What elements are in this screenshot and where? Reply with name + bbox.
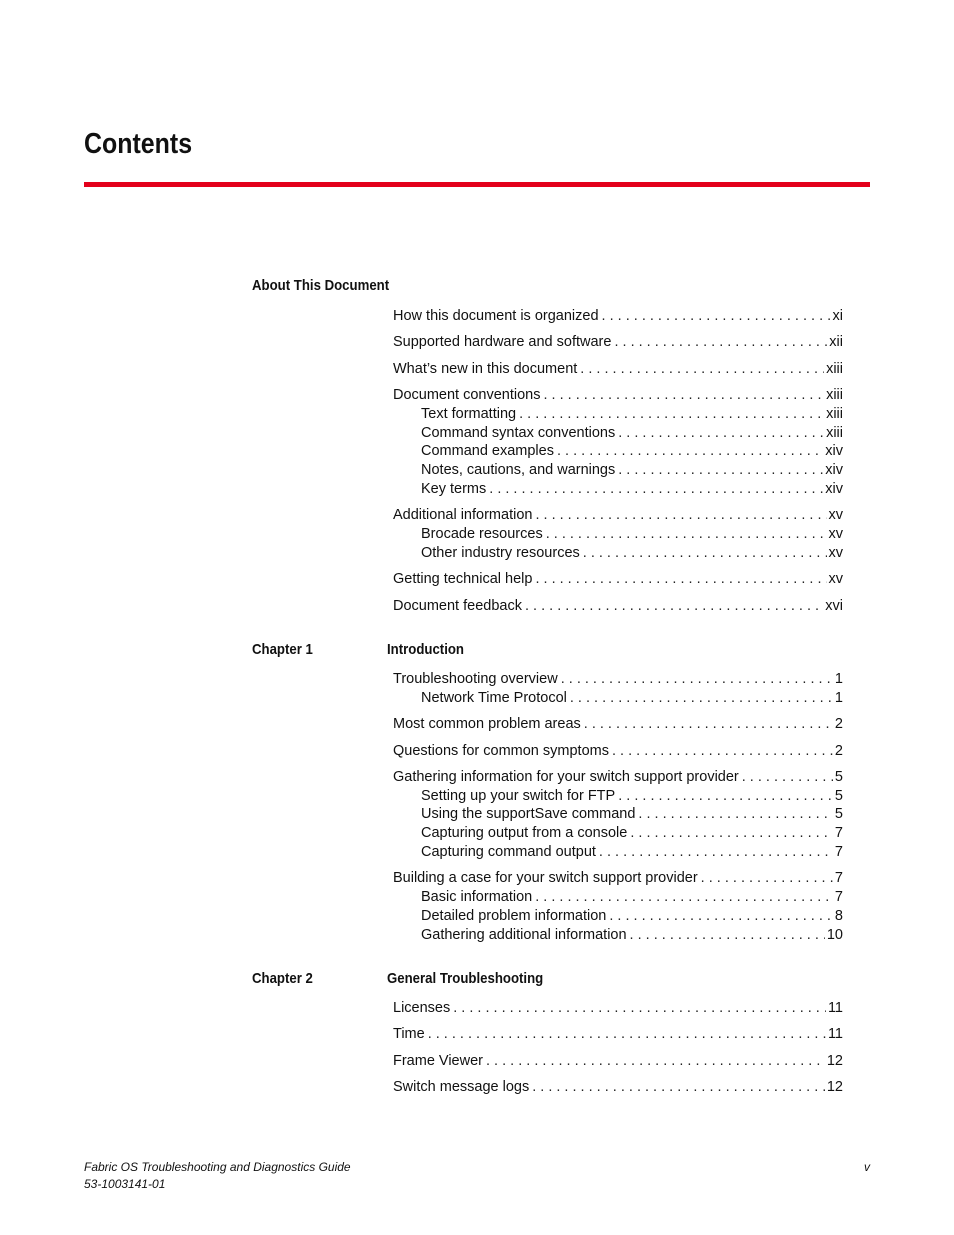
toc-entry[interactable] <box>421 425 843 441</box>
toc-entry-title: Notes, cautions, and warnings <box>421 462 616 478</box>
toc-entry-page: xiii <box>826 425 843 441</box>
section-heading: Introduction <box>387 641 464 658</box>
toc-entry[interactable] <box>421 462 843 478</box>
toc-entry-page: xv <box>828 571 843 587</box>
toc-entry-title: Text formatting <box>421 406 517 422</box>
toc-dot-leader <box>535 507 826 523</box>
toc-entry-title: Setting up your switch for FTP <box>421 788 616 804</box>
toc-dot-leader <box>428 1026 826 1042</box>
footer-guide-title: Fabric OS Troubleshooting and Diagnostics Guide <box>84 1160 351 1174</box>
toc-dot-leader <box>535 889 833 905</box>
toc-dot-leader <box>701 870 833 886</box>
toc-entry[interactable] <box>393 1079 843 1095</box>
toc-dot-leader <box>583 545 827 561</box>
toc-entry[interactable] <box>393 387 843 403</box>
toc-entry[interactable] <box>421 545 843 561</box>
toc-entry-title: What’s new in this document <box>393 361 578 377</box>
toc-dot-leader <box>612 743 833 759</box>
toc-entry[interactable] <box>421 806 843 822</box>
toc-dot-leader <box>609 908 833 924</box>
toc-entry-title: Additional information <box>393 507 533 523</box>
toc-entry-title: Switch message logs <box>393 1079 530 1095</box>
toc-entry-page: 1 <box>834 690 843 706</box>
footer-doc-number: 53-1003141-01 <box>84 1177 166 1191</box>
toc-entry-page: 8 <box>834 908 843 924</box>
toc-entry[interactable] <box>393 334 843 350</box>
toc-dot-leader <box>638 806 833 822</box>
toc-entry-title: Network Time Protocol <box>421 690 567 706</box>
toc-entry-page: xiv <box>825 481 843 497</box>
toc-dot-leader <box>599 844 833 860</box>
toc-entry-page: 10 <box>826 927 843 943</box>
toc-dot-leader <box>525 598 823 614</box>
toc-entry-page: xv <box>828 526 843 542</box>
toc-entry[interactable] <box>393 769 843 785</box>
toc-entry-title: Command syntax conventions <box>421 425 616 441</box>
toc-entry[interactable] <box>421 844 843 860</box>
toc-entry[interactable] <box>421 908 843 924</box>
page-title: Contents <box>84 128 193 160</box>
toc-entry[interactable] <box>393 571 843 587</box>
toc-entry[interactable] <box>421 443 843 459</box>
toc-entry-title: Gathering information for your switch support provider <box>393 769 739 785</box>
toc-entry-page: 7 <box>834 870 843 886</box>
toc-entry-page: 12 <box>826 1053 843 1069</box>
toc-entry[interactable] <box>393 743 843 759</box>
toc-entry-page: xii <box>829 334 843 350</box>
toc-entry-title: Document conventions <box>393 387 541 403</box>
toc-entry[interactable] <box>393 1026 843 1042</box>
toc-entry[interactable] <box>393 1000 843 1016</box>
toc-dot-leader <box>618 788 833 804</box>
chapter-label: Chapter 2 <box>252 970 313 987</box>
toc-entry[interactable] <box>393 598 843 614</box>
toc-dot-leader <box>532 1079 825 1095</box>
toc-entry-title: Detailed problem information <box>421 908 607 924</box>
toc-entry-page: xiii <box>826 387 843 403</box>
toc-dot-leader <box>584 716 833 732</box>
toc-entry-page: 5 <box>834 769 843 785</box>
toc-entry-title: Licenses <box>393 1000 451 1016</box>
footer-page-number: v <box>864 1160 870 1174</box>
toc-entry-page: xiii <box>826 406 843 422</box>
toc-entry-title: Capturing command output <box>421 844 596 860</box>
toc-entry-title: Document feedback <box>393 598 522 614</box>
toc-entry-page: 2 <box>834 743 843 759</box>
toc-entry-page: 5 <box>834 806 843 822</box>
toc-entry-title: Getting technical help <box>393 571 533 587</box>
toc-dot-leader <box>742 769 833 785</box>
toc-entry-page: xv <box>828 507 843 523</box>
toc-dot-leader <box>602 308 831 324</box>
toc-entry-page: xiv <box>825 443 843 459</box>
toc-entry[interactable] <box>421 406 843 422</box>
toc-entry[interactable] <box>393 507 843 523</box>
toc-dot-leader <box>618 425 824 441</box>
toc-entry[interactable] <box>421 481 843 497</box>
toc-dot-leader <box>557 443 823 459</box>
toc-entry[interactable] <box>421 690 843 706</box>
toc-dot-leader <box>453 1000 826 1016</box>
toc-entry-title: Capturing output from a console <box>421 825 628 841</box>
toc-entry-title: Key terms <box>421 481 487 497</box>
toc-entry-title: Frame Viewer <box>393 1053 483 1069</box>
toc-entry-page: 7 <box>834 825 843 841</box>
toc-entry-title: Using the supportSave command <box>421 806 636 822</box>
toc-entry-page: xv <box>828 545 843 561</box>
toc-dot-leader <box>570 690 833 706</box>
toc-entry[interactable] <box>393 671 843 687</box>
toc-entry-title: Most common problem areas <box>393 716 581 732</box>
toc-entry[interactable] <box>393 716 843 732</box>
chapter-label: Chapter 1 <box>252 641 313 658</box>
toc-entry-page: 5 <box>834 788 843 804</box>
toc-entry-page: xvi <box>825 598 843 614</box>
toc-entry-page: xiii <box>826 361 843 377</box>
toc-entry[interactable] <box>421 825 843 841</box>
toc-entry-page: 11 <box>827 1026 843 1042</box>
section-heading: General Troubleshooting <box>387 970 544 987</box>
toc-entry[interactable] <box>421 788 843 804</box>
toc-entry-page: 12 <box>826 1079 843 1095</box>
toc-entry[interactable] <box>421 889 843 905</box>
toc-entry-page: 7 <box>834 844 843 860</box>
toc-entry-title: Time <box>393 1026 425 1042</box>
toc-dot-leader <box>519 406 824 422</box>
toc-dot-leader <box>618 462 823 478</box>
toc-entry-title: Supported hardware and software <box>393 334 612 350</box>
toc-entry-title: Troubleshooting overview <box>393 671 558 687</box>
toc-entry-title: Building a case for your switch support provider <box>393 870 698 886</box>
toc-entry-title: Brocade resources <box>421 526 543 542</box>
toc-entry-title: How this document is organized <box>393 308 599 324</box>
toc-entry-title: Gathering additional information <box>421 927 627 943</box>
toc-dot-leader <box>630 927 825 943</box>
toc-dot-leader <box>561 671 833 687</box>
toc-dot-leader <box>489 481 823 497</box>
toc-entry[interactable] <box>393 308 843 324</box>
toc-dot-leader <box>630 825 833 841</box>
toc-entry[interactable] <box>421 526 843 542</box>
toc-dot-leader <box>544 387 825 403</box>
toc-entry-title: Basic information <box>421 889 533 905</box>
toc-dot-leader <box>614 334 827 350</box>
toc-entry-page: xi <box>832 308 843 324</box>
toc-entry-title: Questions for common symptoms <box>393 743 609 759</box>
toc-entry-page: 11 <box>827 1000 843 1016</box>
toc-dot-leader <box>535 571 826 587</box>
toc-entry[interactable] <box>393 1053 843 1069</box>
toc-entry-title: Command examples <box>421 443 554 459</box>
toc-entry[interactable] <box>393 361 843 377</box>
toc-entry-title: Other industry resources <box>421 545 580 561</box>
title-rule <box>84 182 870 187</box>
section-heading: About This Document <box>252 277 390 294</box>
toc-entry[interactable] <box>393 870 843 886</box>
toc-entry[interactable] <box>421 927 843 943</box>
toc-dot-leader <box>580 361 824 377</box>
toc-dot-leader <box>486 1053 825 1069</box>
toc-dot-leader <box>546 526 827 542</box>
toc-entry-page: 2 <box>834 716 843 732</box>
toc-entry-page: xiv <box>825 462 843 478</box>
toc-entry-page: 7 <box>834 889 843 905</box>
toc-entry-page: 1 <box>834 671 843 687</box>
